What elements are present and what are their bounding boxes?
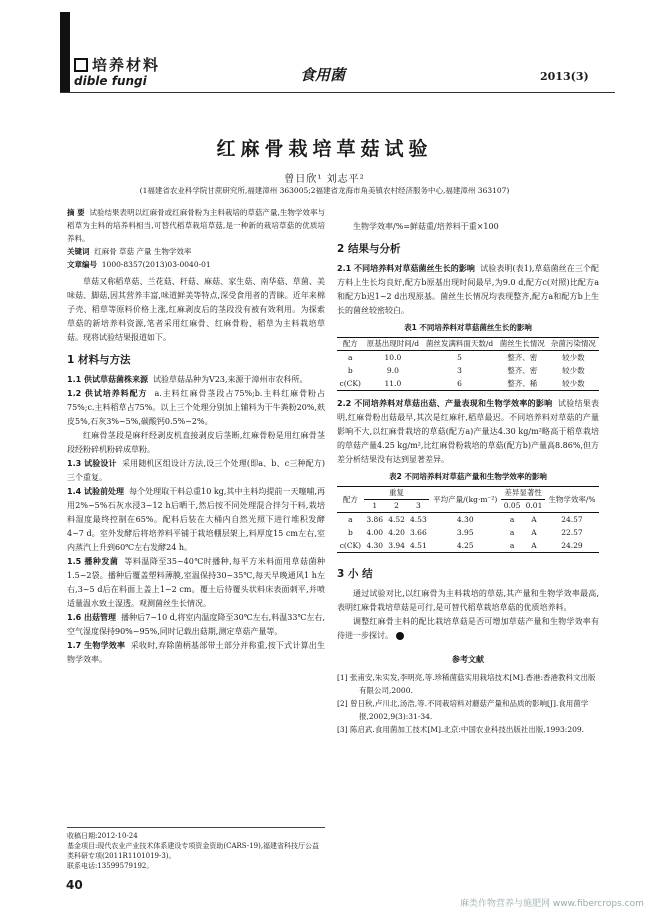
- table-cell: 4.30: [456, 515, 474, 524]
- section-1-3-heading: 1.3 试验设计: [67, 459, 117, 468]
- table-cell: b: [347, 366, 353, 375]
- intro-paragraph: 草菇又称稻草菇、兰花菇、秆菇、麻菇、家生菇、南华菇、草菌、美味菇、脚菇,因其营养丰富,味道鲜美等特点,深受食用者的青睐。近年来棉子壳、稻草等原料价格上涨,红麻剥皮后的茎段没有被有效利用。为探索草菇的新培养料资源,笔者采用红麻骨、红麻骨粉、稻草为主料栽培草菇。现将试验结果报道如下。: [67, 277, 325, 342]
- left-column: [67, 206, 325, 667]
- table-2-caption: 表2 不同培养料对草菇产量和生物学效率的影响: [389, 472, 547, 481]
- table-cell: A: [531, 541, 537, 550]
- section-1-1-text: 试验草菇品种为V23,来源于漳州市农科所。: [153, 375, 308, 384]
- issue-number: 2013(3): [540, 70, 589, 83]
- table-cell: 24.29: [561, 541, 583, 550]
- section-1-heading: 1 材料与方法: [67, 354, 131, 366]
- table-cell: 较少数: [562, 366, 585, 375]
- section-1-2-text-2: 红麻骨茎段是麻秆经剥皮机直接剥皮后茎断,红麻骨粉是用红麻骨茎段经粉碎机粉碎成草粉。: [67, 431, 325, 454]
- author-affiliation: (1福建省农业科学院甘蔗研究所,福建漳州 363005;2福建省龙海市角美镇农村经济服务中心,福建漳州 363107): [139, 186, 510, 195]
- abstract-text: 试验结果表明以红麻骨或红麻骨粉为主料栽培的草菇产量,生物学效率与稻草为主料的培养料相当,可替代稻草栽培草菇,是一种新的栽培草菇的优质培养料。: [67, 208, 325, 243]
- section-2-2-text: 试验结果表明,红麻骨粉出菇最早,其次是红麻秆,稻草最迟。不同培养料对草菇的产量影响不大,以红麻骨栽培的草菇(配方a)产量达4.30 kg/m²略高于稻草栽培的草菇产量4.25 kg/m²,比红麻骨粉栽培的草菇(配方b)产量高8.86%,但方差分析结果没有达到显著差异。: [337, 399, 599, 464]
- section-1-7-heading: 1.7 生物学效率: [67, 641, 126, 650]
- header-logo-box: [74, 58, 88, 72]
- article-number-label: 文章编号: [67, 260, 97, 269]
- conclusion-paragraph-2: [337, 615, 599, 643]
- table-2-subheader: 3: [407, 500, 429, 513]
- table-cell: A: [531, 515, 537, 524]
- table-2-header-row: [337, 487, 599, 500]
- section-1-1-heading: 1.1 供试草菇菌株来源: [67, 375, 148, 384]
- section-1-4-heading: 1.4 试验前处理: [67, 487, 124, 496]
- table-row: [337, 364, 599, 377]
- table-cell: 4.53: [410, 515, 427, 524]
- reference-item: [3] 陈启武.食用菌加工技术[M].北京:中国农业科技出版社出版,1993:209.: [337, 725, 585, 734]
- section-1-4-text: 每个处理取干料总重10 kg,其中主料均提前一天噻哺,再用2%~5%石灰水浸3~12 h后晒干,然后按不同处理混合拌匀干料,栽培料湿度最终控制在65%。配料后装在大桶内自然光照下进行堆积发酵4~7 d。室外发酵后将培养料平铺于栽培棚层架上,料厚度15 cm左右,室内蒸汽上升到60℃左右发酵24 h。: [67, 487, 326, 552]
- references-heading: 参考文献: [452, 655, 484, 664]
- section-2-1-heading: 2.1 不同培养料对草菇菌丝生长的影响: [337, 264, 475, 273]
- table-cell: 较少数: [562, 379, 585, 388]
- right-column: [337, 206, 599, 736]
- article-title: 红麻骨栽培草菇试验: [216, 138, 433, 160]
- keywords-label: 关键词: [67, 247, 90, 256]
- table-cell: 3.66: [410, 528, 427, 537]
- table-1-header: 菌丝发满料面天数/d: [422, 338, 496, 351]
- table-cell: 整齐、密: [507, 353, 538, 362]
- table-row: [337, 351, 599, 365]
- table-cell: 9.0: [386, 366, 399, 375]
- section-2-heading: 2 结果与分析: [337, 243, 401, 255]
- reference-item: [2] 曾日秋,卢川北,汤浩,等.不同栽培料对蘑菇产量和品质的影响[J].食用菌学报,2002,9(3):31-34.: [337, 699, 589, 721]
- table-cell: 3.86: [366, 515, 384, 524]
- table-cell: a: [509, 541, 515, 550]
- table-cell: b: [347, 528, 353, 537]
- formula-line: 生物学效率/%=鲜菇重/培养料干重×100: [353, 222, 499, 231]
- table-cell: a: [348, 515, 353, 524]
- table-cell: A: [531, 528, 537, 537]
- table-cell: 11.0: [384, 379, 402, 388]
- conclusion-paragraph-1: 通过试验对比,以红麻骨为主料栽培的草菇,其产量和生物学效率最高,表明红麻骨栽培草菇是可行,是可替代稻草栽培草菇的优质培养料。: [337, 589, 599, 612]
- section-1-6-heading: 1.6 出菇管理: [67, 613, 117, 622]
- table-2-subheader: 0.05: [501, 500, 523, 513]
- table-2-subheader: 2: [386, 500, 408, 513]
- keywords: 红麻骨 草菇 产量 生物学效率: [94, 247, 192, 256]
- section-1-7-text: 采收时,弃除菌柄基部带土部分并称重,按下式计算出生物学效率。: [67, 641, 325, 664]
- section-2-1-text: 试验表明(表1),草菇菌丝在三个配方料上生长均良好,配方b原基出现时间最早,为9.0 d,配方c(对照)比配方a和配方b迟1~2 d出现原基。菌丝生长情况均表现整齐,配方a和配方b上生长的菌丝较密较白。: [337, 264, 599, 315]
- table-row: [337, 377, 599, 391]
- table-cell: 3: [457, 366, 462, 375]
- table-2-header: 配方: [337, 487, 364, 513]
- table-1-header: 菌丝生长情况: [497, 338, 548, 351]
- table-2-header: 生物学效率/%: [545, 487, 599, 513]
- section-1-2-text: a.主料红麻骨茎段占75%;b.主料红麻骨粉占75%;c.主料稻草占75%。以上三个处理分别加上辅料为干牛粪粉20%,麸皮5%,石灰3%~5%,碳酸钙0.5%~2%。: [67, 389, 326, 426]
- table-cell: 5: [457, 353, 462, 362]
- section-1-2-heading: 1.2 供试培养料配方: [67, 389, 148, 398]
- end-mark-icon: [396, 632, 404, 640]
- table-2-subheader: 1: [364, 500, 386, 513]
- page-number: 40: [66, 878, 83, 892]
- table-2: [337, 486, 599, 553]
- references-list: [337, 671, 599, 736]
- table-cell: 22.57: [561, 528, 583, 537]
- journal-name: 培养材料: [92, 56, 161, 74]
- table-row: [337, 526, 599, 539]
- section-2-2-heading: 2.2 不同培养料对草菇出菇、产量表现和生物学效率的影响: [337, 399, 553, 408]
- section-1-3-text: 采用随机区组设计方法,设三个处理(即a、b、c三种配方)三个重复。: [67, 459, 325, 482]
- table-cell: 4.25: [456, 541, 474, 550]
- table-cell: a: [509, 515, 515, 524]
- table-cell: 6: [457, 379, 462, 388]
- table-cell: 3.95: [456, 528, 474, 537]
- conclusion-paragraph-2-text: 调整红麻骨主料的配比栽培草菇是否可增加草菇产量和生物学效率有待进一步探讨。: [337, 617, 599, 640]
- table-cell: 10.0: [384, 353, 402, 362]
- table-cell: c(CK): [339, 541, 362, 550]
- table-cell: 4.52: [388, 515, 405, 524]
- table-cell: 4.30: [366, 541, 384, 550]
- section-1-5-text: 等料温降至35~40℃时播种,每平方米料面用草菇菌种1.5~2袋。播种后覆盖塑料薄膜,室温保持30~35℃,每天早晚通风1 h左右,3~5 d后在料面上盖上1~2 cm。覆土后待覆头状料床表面刺平,并喷适量温水致土湿透。观测菌丝生长情况。: [67, 557, 325, 608]
- table-cell: 整齐、密: [507, 366, 538, 375]
- table-row: [337, 539, 599, 553]
- table-cell: 3.94: [388, 541, 405, 550]
- table-cell: c(CK): [339, 379, 361, 388]
- table-row: [337, 513, 599, 527]
- article-number: 1000-8357(2013)03-0040-01: [101, 260, 211, 269]
- table-2-header: 重复: [364, 487, 429, 500]
- table-cell: 4.00: [366, 528, 384, 537]
- journal-name-en: dible fungi: [74, 74, 147, 88]
- header-logo-text: 食用菌: [300, 66, 346, 84]
- table-2-header: 差异显著性: [501, 487, 545, 500]
- table-1-header: 配方: [337, 338, 364, 351]
- abstract-label: 摘 要: [67, 208, 85, 217]
- table-cell: 4.20: [388, 528, 405, 537]
- section-3-heading: 3 小 结: [337, 568, 373, 580]
- table-1: [337, 337, 599, 391]
- table-cell: 整齐、稀: [507, 379, 538, 388]
- table-cell: 4.51: [410, 541, 427, 550]
- table-2-subheader: 0.01: [523, 500, 545, 513]
- table-1-header: 杂菌污染情况: [548, 338, 599, 351]
- reference-item: [1] 张甫安,朱实发,李明亮,等.珍稀菌菇实用栽培技术[M].香港:香港教科文出版有限公司,2000.: [337, 673, 596, 695]
- table-cell: 24.57: [561, 515, 583, 524]
- table-1-header-row: [337, 338, 599, 351]
- header-logo-bar: [60, 12, 70, 92]
- section-1-5-heading: 1.5 播种发菌: [67, 557, 119, 566]
- contact-info: 联系电话:13599579192。: [67, 862, 154, 870]
- table-cell: a: [509, 528, 515, 537]
- abstract: [67, 206, 325, 271]
- table-1-caption: 表1 不同培养料对草菇菌丝生长的影响: [404, 323, 532, 332]
- fund-info: 基金项目:现代农业产业技术体系建设专项资金资助(CARS-19),福建省科技厅公益类科研专项(2011R1101019-3)。: [67, 842, 320, 860]
- section-1-6-text: 播种后7~10 d,将室内温度降至30℃左右,料温33℃左右,空气湿度保持90%~95%,同时记载出菇期,测定草菇产量等。: [67, 613, 325, 636]
- table-cell: 较少数: [562, 353, 585, 362]
- received-date: 收稿日期:2012-10-24: [67, 832, 138, 840]
- header-rule: [60, 92, 615, 93]
- table-cell: a: [348, 353, 353, 362]
- table-2-header: 平均产量/(kg·m⁻²): [429, 487, 501, 513]
- table-1-header: 原基出现时间/d: [364, 338, 423, 351]
- article-authors: 曾日欣¹ 刘志平²: [284, 174, 365, 185]
- watermark: 麻类作物营养与施肥网 www.fibercrops.com: [460, 899, 644, 909]
- footnote: [67, 827, 325, 871]
